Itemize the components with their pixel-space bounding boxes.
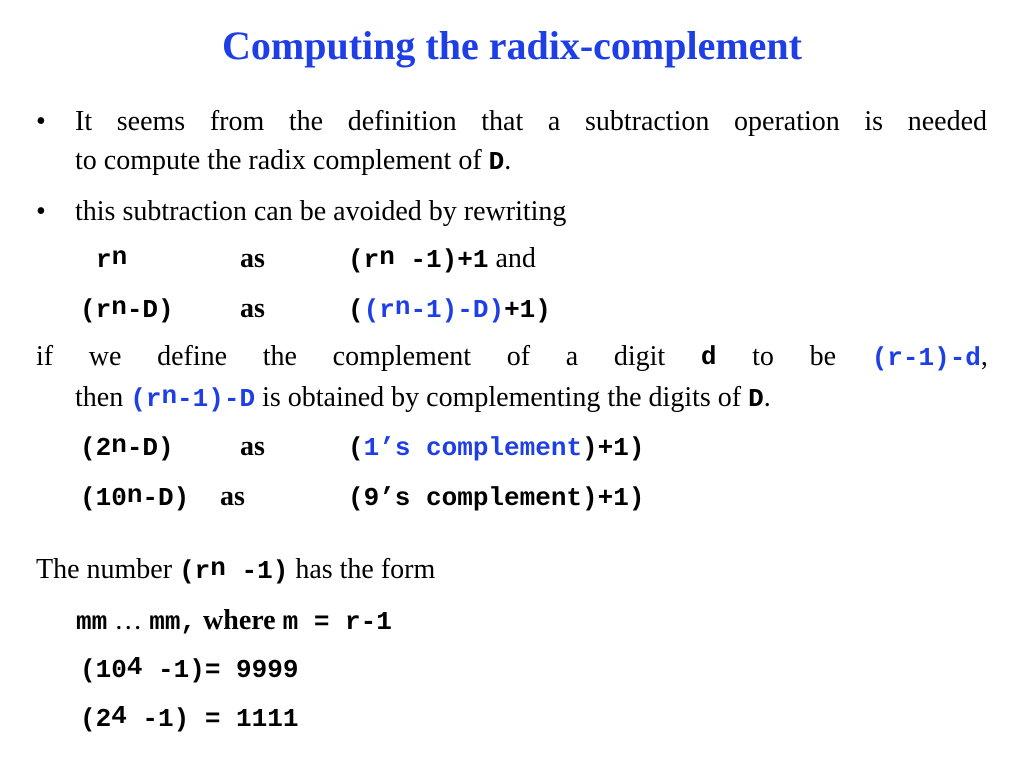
word: complement	[332, 341, 472, 372]
word: to	[752, 341, 774, 372]
rewrite1-right-b: -1)+1	[394, 245, 489, 275]
rewrite2-as: as	[240, 293, 265, 324]
rewrite1-left-sup: n	[111, 242, 128, 272]
bullet1-line1: It seems from the definition that a subtraction operation is needed	[75, 106, 987, 137]
word: if	[36, 341, 54, 372]
rewrite1-left-base: r	[96, 245, 112, 275]
example2-left	[80, 480, 189, 515]
example1-left	[80, 430, 174, 465]
example1-left-sup: n	[111, 430, 127, 460]
word: be	[809, 341, 837, 372]
rewrite2-left-sup: n	[111, 292, 127, 322]
rewrite1-left	[96, 242, 127, 277]
comma: ,	[980, 341, 988, 372]
complement-def-tail: is obtained by complementing the digits of	[255, 382, 749, 413]
example2-as: as	[220, 481, 245, 512]
ex-decimal-b: -1)= 9999	[142, 655, 299, 685]
number-form-code-b: -1)	[225, 556, 289, 586]
complement-def-line2	[75, 381, 771, 416]
number-form	[36, 553, 435, 588]
rewrite2-right-blue-a: (r	[363, 295, 395, 325]
example2-left-a: (10	[80, 483, 127, 513]
bullet1-line2-text: to compute the radix complement of	[75, 145, 489, 176]
code-d: d	[700, 342, 717, 372]
example1-left-b: -D)	[126, 433, 174, 463]
rewrite1-and: and	[488, 243, 536, 274]
code-D: D	[488, 147, 505, 177]
mm-1: mm	[76, 607, 108, 637]
bullet-dot: •	[36, 196, 46, 227]
code-digit-complement: (r-1)-d	[871, 343, 981, 373]
word: we	[88, 341, 122, 372]
ex-decimal	[80, 652, 298, 687]
bullet1-line2-end: .	[504, 145, 512, 176]
ex-decimal-a: (10	[80, 655, 127, 685]
expr-a: (r	[130, 384, 162, 414]
example2-right	[348, 480, 644, 515]
rewrite1-right-a: (r	[348, 245, 380, 275]
example1-close: )+1)	[582, 433, 645, 463]
ex-binary-a: (2	[80, 704, 112, 734]
ex-binary-b: -1) = 1111	[126, 704, 299, 734]
mm-2: mm,	[149, 607, 197, 637]
rewrite2-right-blue-b: -1)-D)	[410, 295, 505, 325]
rewrite1-as: as	[240, 243, 265, 274]
form-line	[76, 604, 392, 639]
word: define	[157, 341, 228, 372]
example1-left-a: (2	[80, 433, 112, 463]
word: a	[565, 341, 579, 372]
example1-as: as	[240, 431, 265, 462]
rewrite2-right-close: +1)	[504, 295, 551, 325]
word: of	[506, 341, 531, 372]
slide-title: Computing the radix-complement	[222, 23, 802, 68]
example1-right	[348, 430, 644, 465]
word: digit	[613, 341, 666, 372]
nines-complement: (9’s complement)+1)	[348, 483, 645, 513]
rewrite2-left	[80, 292, 174, 327]
rewrite2-right-blue-sup: n	[394, 292, 411, 322]
ones-complement: 1’s complement	[363, 433, 583, 463]
code-D: D	[748, 384, 764, 414]
rewrite2-left-a: (r	[80, 295, 112, 325]
number-form-tail: has the form	[288, 554, 436, 585]
complement-def-line1	[36, 340, 988, 375]
ex-binary	[80, 701, 298, 736]
ex-decimal-sup: 4	[126, 652, 143, 682]
expr-b: -1)-D	[177, 384, 256, 414]
rewrite2-left-b: -D)	[126, 295, 174, 325]
ex-binary-sup: 4	[111, 701, 127, 731]
example2-left-b: -D)	[142, 483, 190, 513]
word: the	[262, 341, 297, 372]
number-form-code-a: (r	[179, 556, 211, 586]
rewrite1-right	[348, 242, 536, 277]
example1-open: (	[348, 433, 364, 463]
bullet1-line2	[75, 144, 511, 179]
period: .	[763, 382, 771, 413]
bullet-dot: •	[36, 106, 46, 137]
example2-left-sup: n	[126, 480, 143, 510]
bullet2-text: this subtraction can be avoided by rewriting	[75, 196, 567, 227]
rewrite2-right	[348, 292, 551, 327]
number-form-text: The number	[36, 554, 180, 585]
ellipsis: …	[107, 605, 150, 636]
where: where	[196, 605, 283, 636]
word-then: then	[75, 382, 131, 413]
number-form-code-sup: n	[210, 553, 226, 583]
m-expr: m = r-1	[282, 607, 392, 637]
expr-sup: n	[161, 381, 178, 411]
rewrite2-right-open: (	[348, 295, 364, 325]
rewrite1-right-sup: n	[379, 242, 395, 272]
